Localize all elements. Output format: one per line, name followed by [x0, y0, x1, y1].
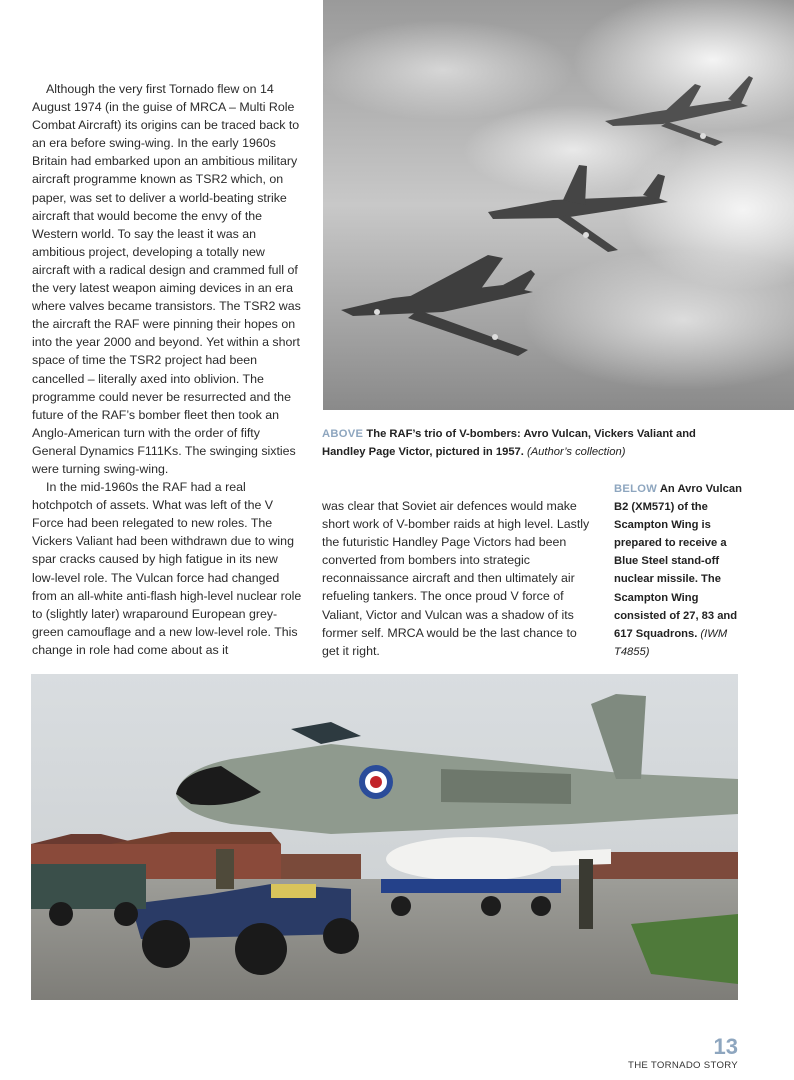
caption-above: [322, 426, 742, 461]
vulcan-blue-steel-photo: [31, 674, 738, 1000]
caption-text: The RAF’s trio of V-bombers: Avro Vulcan, Vickers Valiant and Handley Page Victor, pictured in 1957.: [322, 428, 696, 458]
caption-below: [614, 480, 744, 661]
v-bombers-formation-photo: [323, 0, 794, 410]
body-paragraph: Although the very first Tornado flew on 14 August 1974 (in the guise of MRCA – Multi Role Combat Aircraft) its origins can be traced back to an era before swing-wing. In the early 1960s Britain had embarked upon an ambitious military aircraft programme known as TSR2 which, on paper, was set to deliver a world-beating strike aircraft that would become the envy of the Western world. To say the least it was an ambitious project, developing a totally new aircraft with a radical design and crammed full of the very latest weapon aiming devices in an era where valves became transistors. The TSR2 was the aircraft the RAF were pinning their hopes on into the year 2000 and beyond. Yet within a short space of time the TSR2 project had been cancelled – literally axed into oblivion. The programme could never be resurrected and the future of the RAF’s bomber fleet then took an Anglo-American turn with the order of fifty General Dynamics F111Ks. The swinging sixties were turning swing-wing.: [32, 82, 301, 476]
body-column-middle: [322, 497, 592, 660]
body-paragraph: In the mid-1960s the RAF had a real hotchpotch of assets. What was left of the V Force had been relegated to new roles. The Vickers Valiant had been withdrawn due to wing spar cracks caused by high fatigue in its new low-level role. The Vulcan force had changed from an all-white anti-flash high-level nuclear role to (slightly later) wraparound European grey-green camouflage and a new low-level role. This change in role had come about as it: [32, 480, 302, 657]
caption-lead: BELOW: [614, 483, 658, 495]
body-paragraph: was clear that Soviet air defences would make short work of V-bomber raids at high level. Lastly the futuristic Handley Page Victors had been converted from bombers into strategic reconnaissance aircraft and then ultimately air refueling tankers. The once proud V force of Valiant, Victor and Vulcan was a shadow of its former self. MRCA would be the last chance to get it right.: [322, 499, 590, 658]
caption-text: An Avro Vulcan B2 (XM571) of the Scampton Wing is prepared to receive a Blue Steel stand-off nuclear missile. The Scampton Wing consisted of 27, 83 and 617 Squadrons.: [614, 483, 742, 640]
body-column-left: [32, 80, 302, 659]
caption-credit: (IWM T4855): [614, 627, 728, 658]
caption-lead: ABOVE: [322, 428, 364, 440]
running-title: THE TORNADO STORY: [628, 1060, 738, 1071]
page-number: 13: [713, 1034, 738, 1059]
caption-credit: (Author’s collection): [526, 445, 626, 458]
